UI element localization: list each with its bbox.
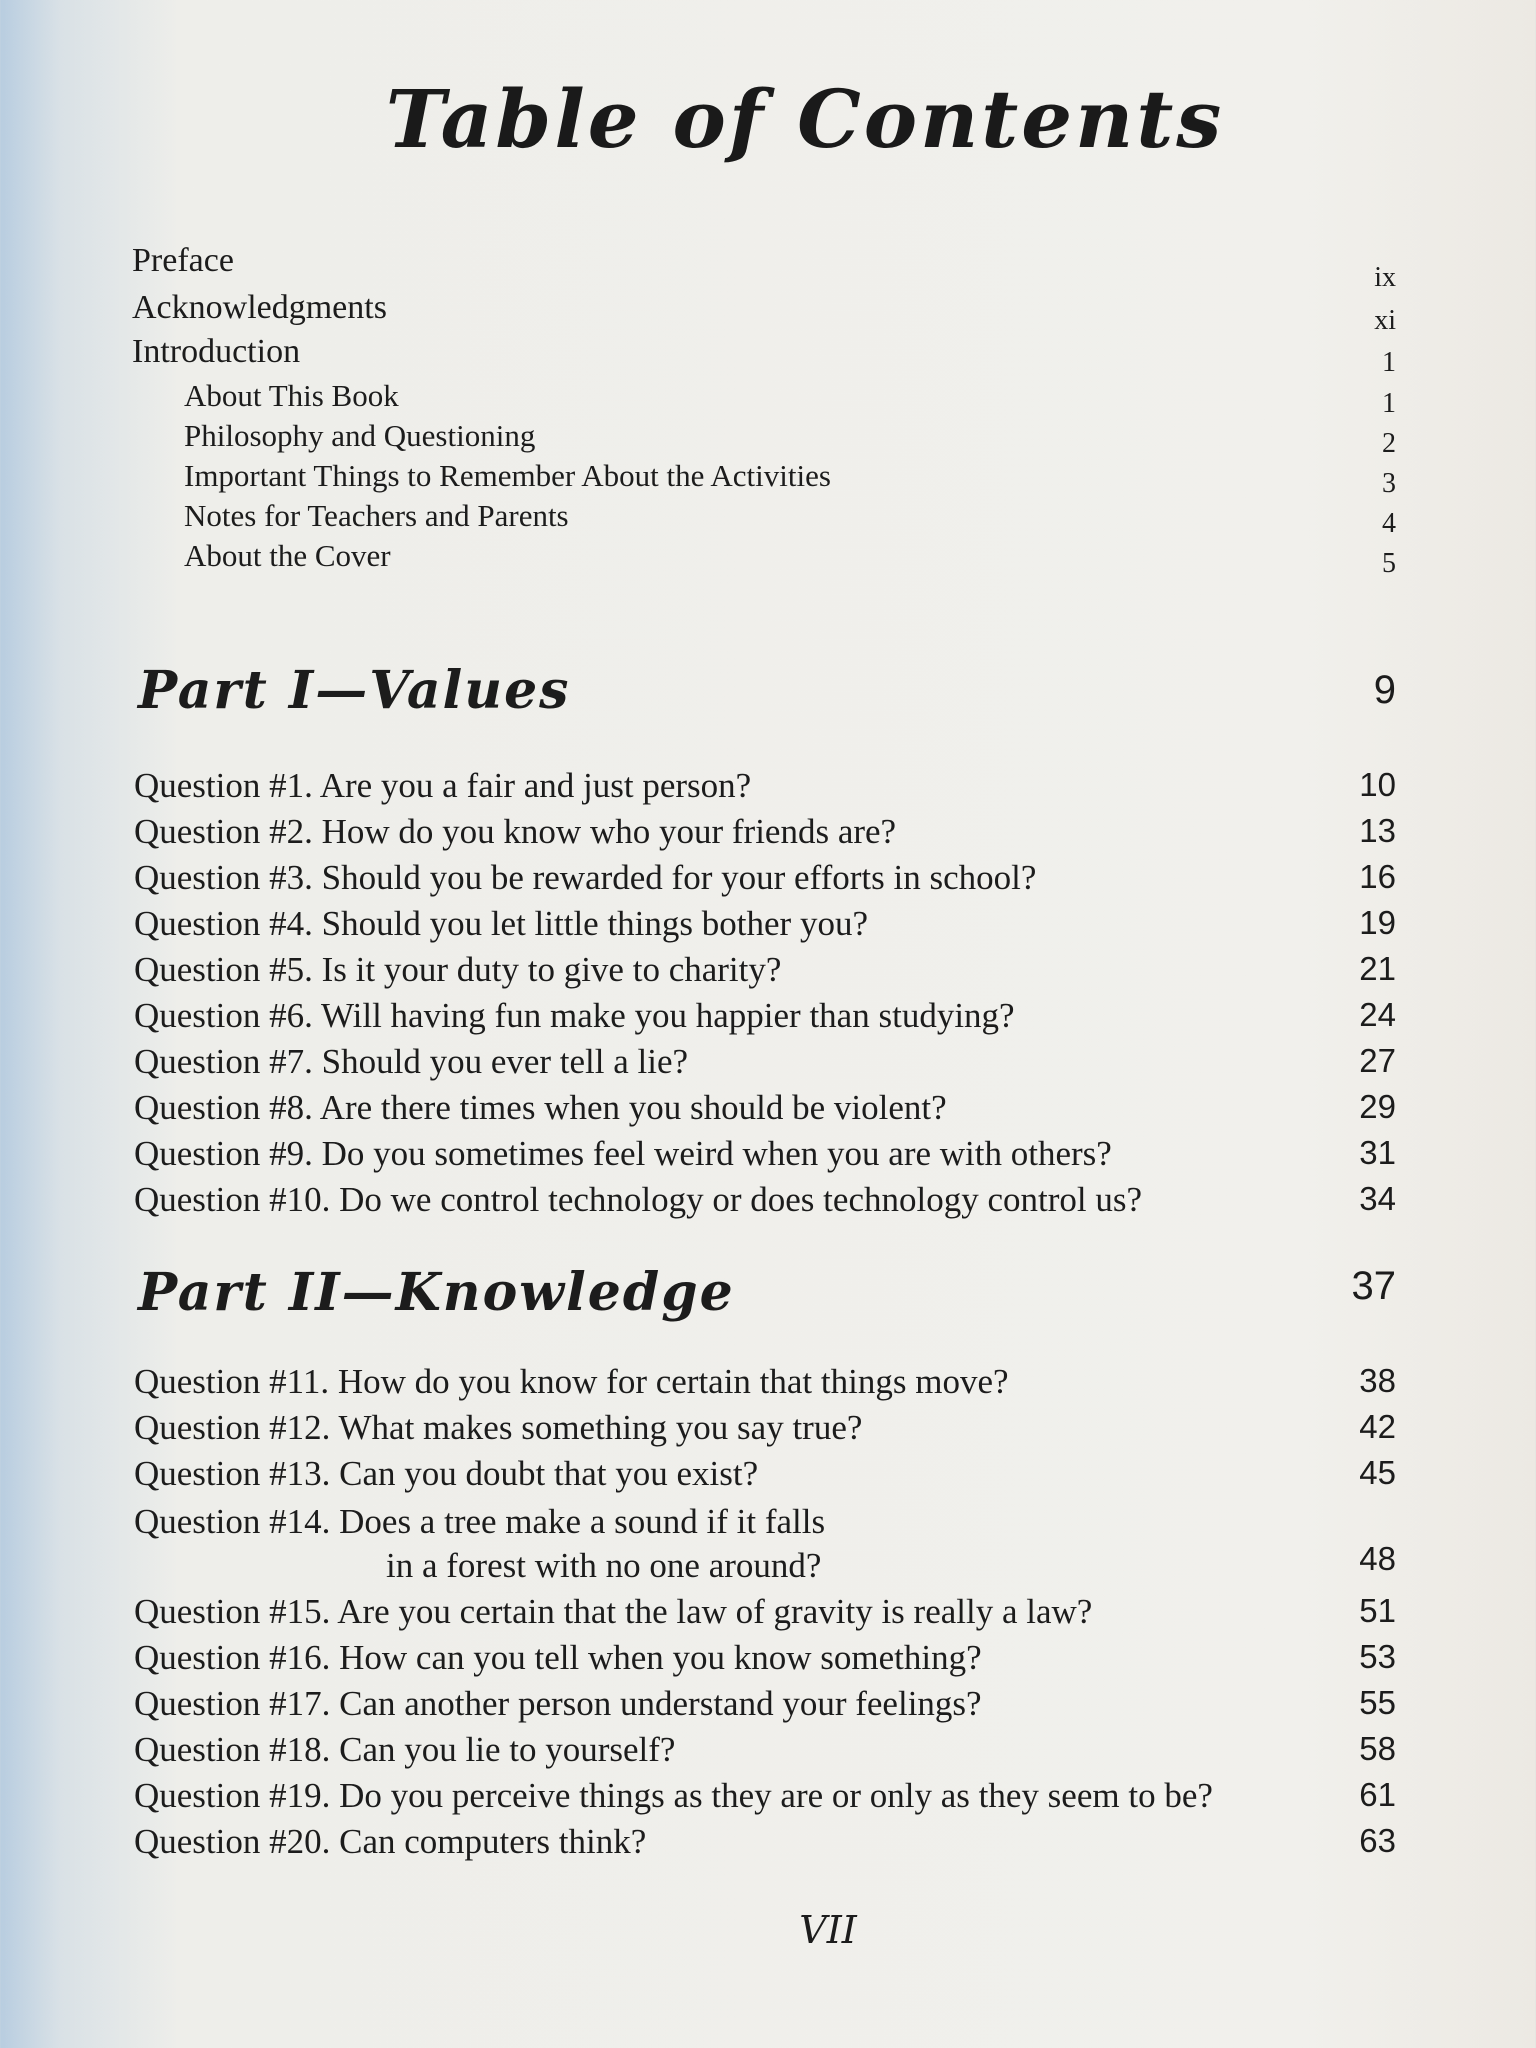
toc-entry-question (0, 1180, 1536, 1224)
question-page: 48 (1359, 1540, 1396, 1577)
entry-page: 5 (1382, 548, 1396, 579)
entry-label: About the Cover (184, 538, 391, 573)
question-page: 58 (1359, 1730, 1396, 1767)
toc-entry-question (0, 1502, 1536, 1592)
question-page: 27 (1359, 1042, 1396, 1079)
toc-entry-question (0, 1684, 1536, 1728)
question-page: 19 (1359, 904, 1396, 941)
entry-page: 4 (1382, 508, 1396, 539)
question-label: Question #11. How do you know for certain that things move? (134, 1362, 1009, 1401)
entry-label: Preface (132, 242, 234, 279)
toc-entry-preface (0, 242, 1536, 293)
entry-page: ix (1374, 262, 1396, 293)
question-page: 42 (1359, 1408, 1396, 1445)
toc-entry-question (0, 950, 1536, 994)
question-label: Question #12. What makes something you say true? (134, 1408, 863, 1447)
entry-label: Acknowledgments (132, 289, 387, 326)
entry-page: 2 (1382, 428, 1396, 459)
question-label: Question #3. Should you be rewarded for your efforts in school? (134, 858, 1037, 897)
question-page: 55 (1359, 1684, 1396, 1721)
question-label: Question #19. Do you perceive things as they are or only as they seem to be? (134, 1776, 1213, 1815)
toc-entry-question (0, 1638, 1536, 1682)
question-label: Question #18. Can you lie to yourself? (134, 1730, 676, 1769)
toc-entry-question (0, 1592, 1536, 1636)
entry-page: 1 (1382, 347, 1396, 378)
question-label: Question #7. Should you ever tell a lie? (134, 1042, 689, 1081)
question-label: Question #10. Do we control technology or does technology control us? (134, 1180, 1142, 1219)
question-label: Question #20. Can computers think? (134, 1822, 647, 1861)
question-label: Question #4. Should you let little things bother you? (134, 904, 868, 943)
part-heading-values (0, 660, 1536, 721)
question-page: 45 (1359, 1454, 1396, 1491)
toc-entry-question (0, 1134, 1536, 1178)
question-page: 31 (1359, 1134, 1396, 1171)
toc-entry-about-cover (0, 538, 1536, 582)
toc-entry-question (0, 1408, 1536, 1452)
entry-page: 3 (1382, 468, 1396, 499)
question-label: Question #14. Does a tree make a sound if it falls (134, 1502, 826, 1541)
toc-entry-question (0, 766, 1536, 810)
toc-entry-question (0, 904, 1536, 948)
toc-entry-question (0, 1776, 1536, 1820)
toc-entry-question (0, 812, 1536, 856)
page-title: Table of Contents (385, 72, 1225, 166)
question-label: Question #15. Are you certain that the law of gravity is really a law? (134, 1592, 1093, 1631)
question-page: 13 (1359, 812, 1396, 849)
toc-entry-question (0, 1042, 1536, 1086)
question-label: Question #9. Do you sometimes feel weird when you are with others? (134, 1134, 1112, 1173)
question-page: 24 (1359, 996, 1396, 1033)
entry-label: Introduction (132, 333, 301, 370)
question-page: 63 (1359, 1822, 1396, 1859)
question-label: Question #5. Is it your duty to give to charity? (134, 950, 782, 989)
question-page: 29 (1359, 1088, 1396, 1125)
entry-page: xi (1374, 305, 1396, 336)
entry-label: Important Things to Remember About the Activities (184, 458, 831, 493)
question-label: Question #1. Are you a fair and just person? (134, 766, 752, 805)
page-number-folio: VII (799, 1908, 857, 1952)
toc-entry-notes (0, 498, 1536, 542)
toc-entry-about-this-book (0, 378, 1536, 422)
entry-label: About This Book (184, 378, 399, 413)
toc-entry-introduction (0, 333, 1536, 377)
part-heading-knowledge (0, 1262, 1536, 1323)
question-page: 38 (1359, 1362, 1396, 1399)
toc-entry-important-things (0, 458, 1536, 502)
question-page: 53 (1359, 1638, 1396, 1675)
question-label: Question #6. Will having fun make you happier than studying? (134, 996, 1015, 1035)
question-page: 16 (1359, 858, 1396, 895)
question-label: Question #8. Are there times when you should be violent? (134, 1088, 947, 1127)
question-page: 61 (1359, 1776, 1396, 1813)
toc-entry-acknowledgments (0, 289, 1536, 336)
toc-entry-question (0, 996, 1536, 1040)
question-label-continuation: in a forest with no one around? (386, 1546, 822, 1585)
toc-entry-question (0, 1454, 1536, 1498)
question-page: 10 (1359, 766, 1396, 803)
entry-label: Philosophy and Questioning (184, 418, 536, 453)
part-title: Part II—Knowledge (138, 1262, 735, 1323)
toc-entry-question (0, 1730, 1536, 1774)
toc-entry-philosophy (0, 418, 1536, 462)
question-page: 51 (1359, 1592, 1396, 1629)
part-page: 9 (1373, 668, 1396, 712)
toc-entry-question (0, 1088, 1536, 1132)
question-label: Question #17. Can another person understand your feelings? (134, 1684, 982, 1723)
entry-label: Notes for Teachers and Parents (184, 498, 569, 533)
question-page: 34 (1359, 1180, 1396, 1217)
toc-entry-question (0, 1822, 1536, 1866)
part-page: 37 (1351, 1264, 1396, 1308)
question-label: Question #13. Can you doubt that you exist? (134, 1454, 759, 1493)
question-label: Question #2. How do you know who your friends are? (134, 812, 897, 851)
toc-entry-question (0, 1362, 1536, 1406)
question-page: 21 (1359, 950, 1396, 987)
entry-page: 1 (1382, 388, 1396, 419)
toc-entry-question (0, 858, 1536, 902)
part-title: Part I—Values (138, 660, 571, 721)
question-label: Question #16. How can you tell when you know something? (134, 1638, 982, 1677)
